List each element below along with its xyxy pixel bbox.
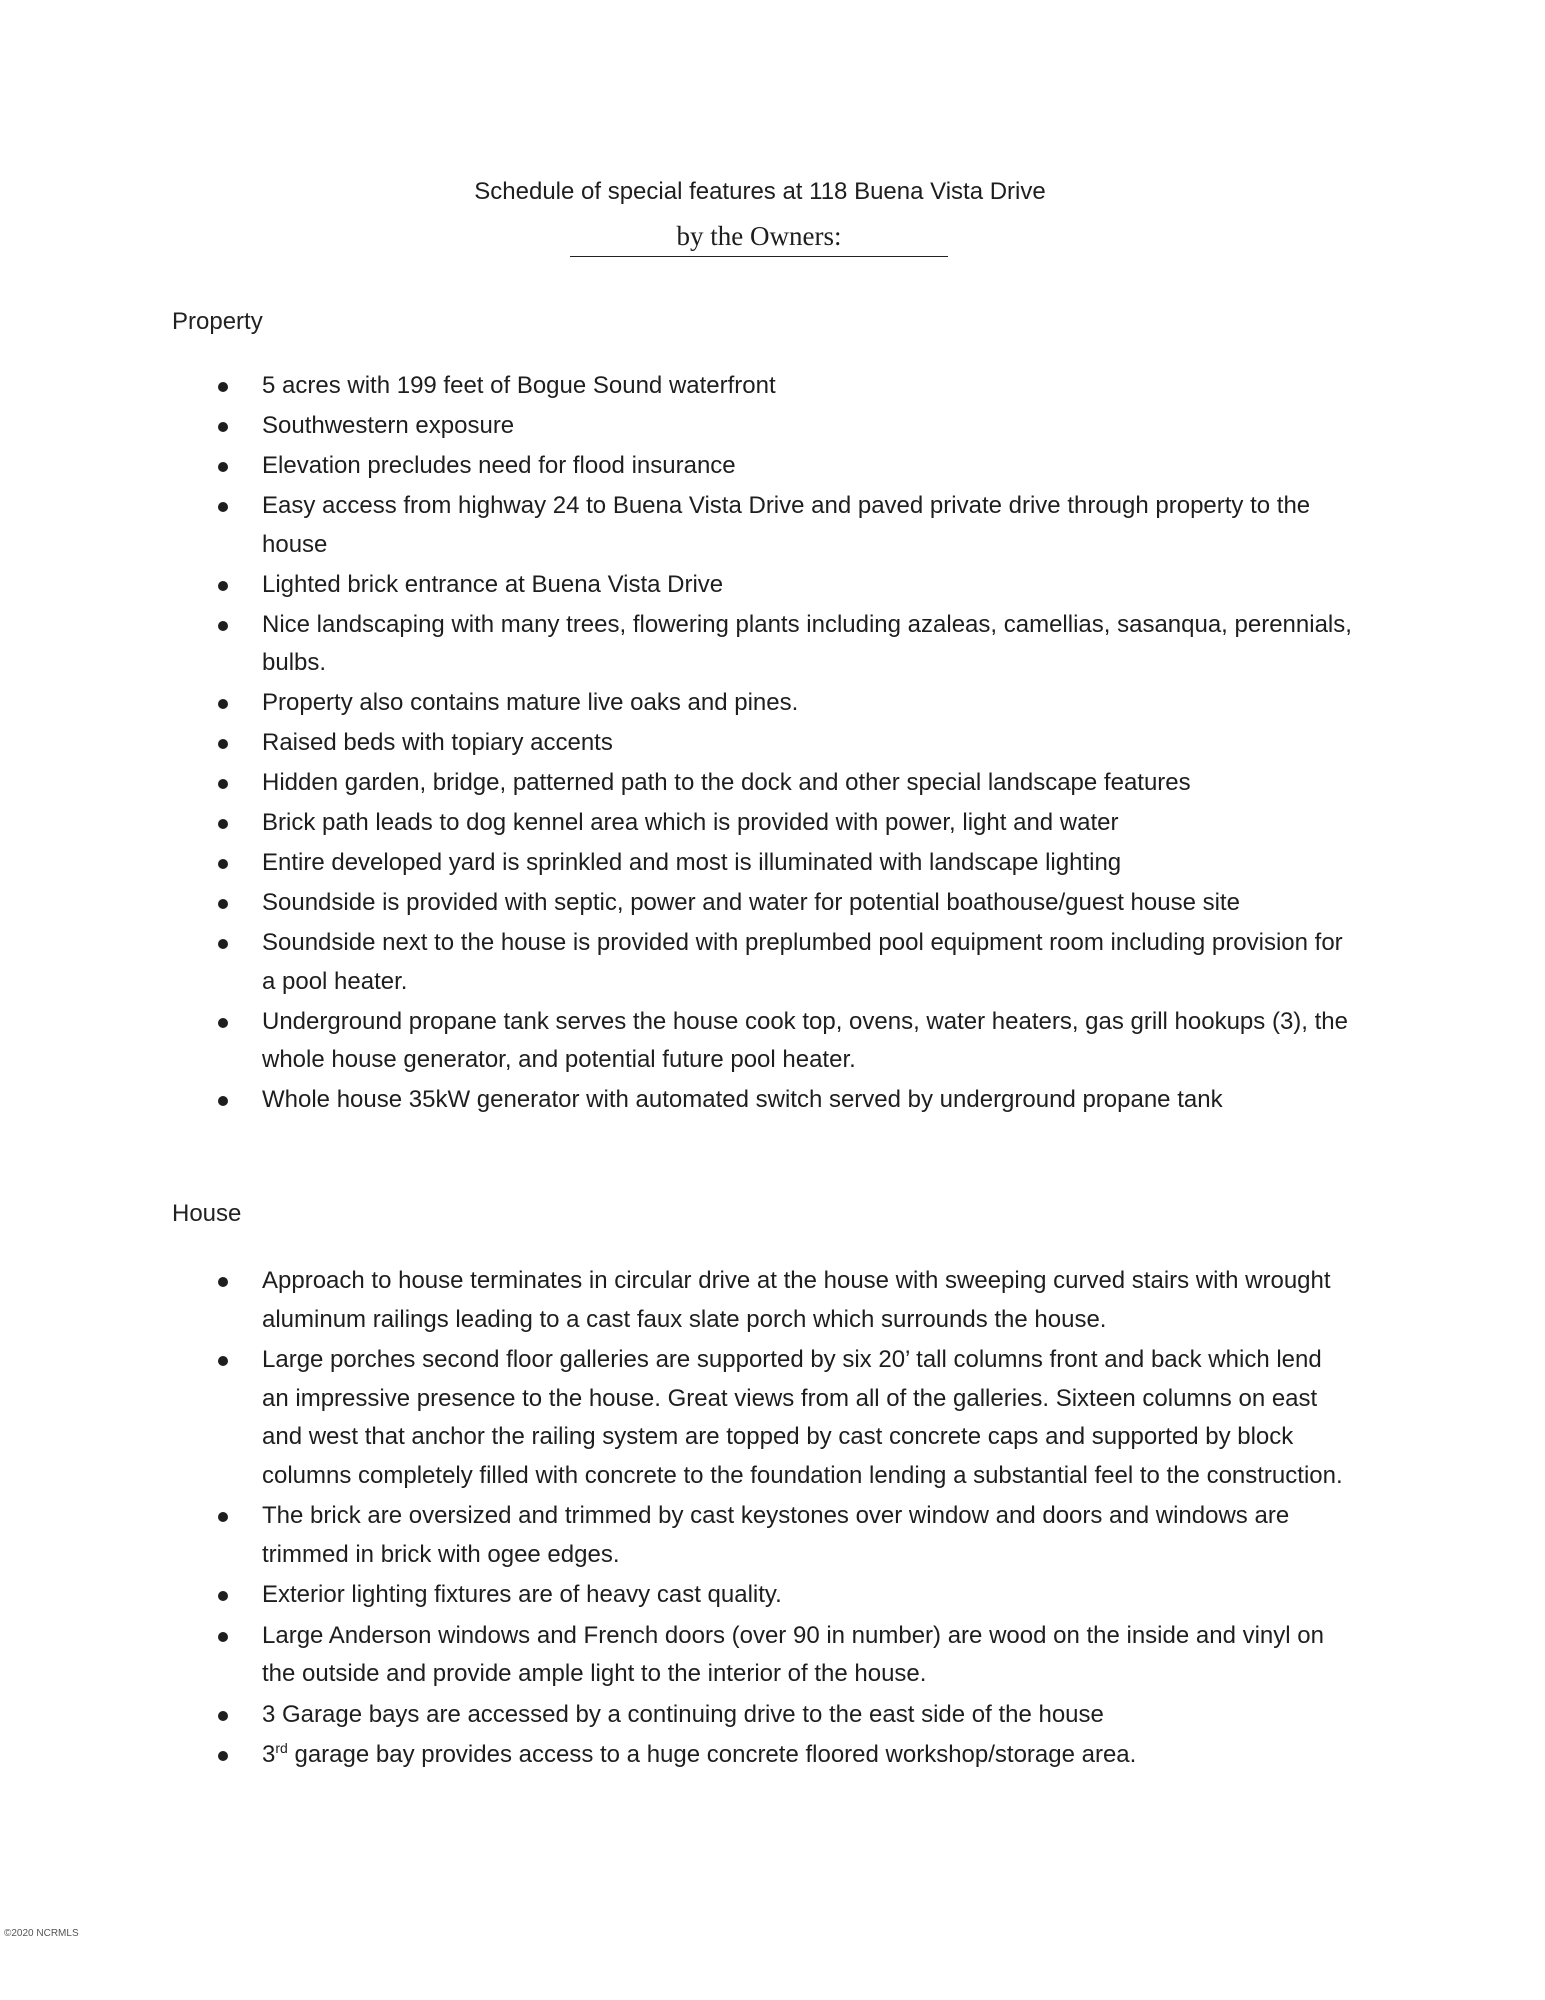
- list-item-text: Lighted brick entrance at Buena Vista Drive: [262, 570, 724, 598]
- bullet-icon: [218, 899, 228, 909]
- section-heading-house: House: [172, 1200, 242, 1227]
- bullet-icon: [218, 1096, 228, 1106]
- bullet-icon: [218, 1356, 228, 1366]
- list-item: [172, 844, 1352, 883]
- list-item: [172, 1081, 1352, 1120]
- list-item-text: garage bay provides access to a huge concrete floored workshop/storage area.: [287, 1741, 1137, 1768]
- list-item: [172, 1341, 1352, 1495]
- document-title: Schedule of special features at 118 Buena Vista Drive: [474, 178, 1046, 205]
- copyright-footer: ©2020 NCRMLS: [4, 1928, 79, 1939]
- list-item-text: Southwestern exposure: [262, 412, 515, 439]
- bullet-icon: [218, 819, 228, 829]
- list-item: [172, 1576, 1352, 1615]
- list-item: [172, 407, 1352, 446]
- list-item: [172, 447, 1352, 486]
- bullet-icon: [218, 502, 228, 512]
- bullet-icon: [218, 699, 228, 709]
- list-item-text: Brick path leads to dog kennel area which is provided with power, light and water: [262, 809, 1119, 836]
- list-item: [172, 684, 1352, 723]
- list-item: [172, 566, 1352, 605]
- list-item-text: Soundside next to the house is provided with preplumbed pool equipment room including provision for a pool heater.: [262, 929, 1343, 995]
- list-item: [172, 1003, 1352, 1080]
- list-item: [172, 606, 1352, 683]
- list-item: [172, 804, 1352, 843]
- list-item: [172, 764, 1352, 803]
- bullet-icon: [218, 859, 228, 869]
- list-item-text: Property also contains mature live oaks and pines.: [262, 689, 799, 716]
- list-item-text: Approach to house terminates in circular drive at the house with sweeping curved stairs with wrought aluminum railings leading to a cast faux slate porch which surrounds the house.: [262, 1267, 1331, 1333]
- bullet-icon: [218, 1591, 228, 1601]
- list-item-text: Raised beds with topiary accents: [262, 729, 613, 756]
- bullet-icon: [218, 1277, 228, 1287]
- list-item-text: 5 acres with 199 feet of Bogue Sound waterfront: [262, 372, 776, 399]
- list-item: [172, 1262, 1352, 1339]
- bullet-icon: [218, 422, 228, 432]
- list-item-text: Soundside is provided with septic, power and water for potential boathouse/guest house site: [262, 889, 1240, 916]
- list-item: [172, 487, 1352, 564]
- list-item-text: Whole house 35kW generator with automated switch served by underground propane tank: [262, 1086, 1223, 1113]
- document-subtitle: by the Owners:: [570, 220, 948, 257]
- bullet-icon: [218, 1632, 228, 1642]
- list-item-text: Nice landscaping with many trees, flowering plants including azaleas, camellias, sasanqua, perennials, bulbs.: [262, 610, 1352, 676]
- property-feature-list: [172, 367, 1352, 1121]
- list-item-text: The brick are oversized and trimmed by cast keystones over window and doors and windows are trimmed in brick with ogee edges.: [262, 1502, 1290, 1568]
- section-heading-property: Property: [172, 308, 263, 335]
- bullet-icon: [218, 462, 228, 472]
- list-item: [172, 1736, 1352, 1775]
- list-item: [172, 1696, 1352, 1735]
- list-item: [172, 1617, 1352, 1694]
- list-item-number: 3: [262, 1741, 276, 1768]
- bullet-icon: [218, 1018, 228, 1028]
- bullet-icon: [218, 739, 228, 749]
- bullet-icon: [218, 621, 228, 631]
- list-item: [172, 1497, 1352, 1574]
- list-item: [172, 924, 1352, 1001]
- list-item: [172, 884, 1352, 923]
- bullet-icon: [218, 1512, 228, 1522]
- list-item: [172, 367, 1352, 406]
- bullet-icon: [218, 939, 228, 949]
- list-item-text: Easy access from highway 24 to Buena Vista Drive and paved private drive through property to the house: [262, 492, 1311, 558]
- bullet-icon: [218, 382, 228, 392]
- bullet-icon: [218, 581, 228, 591]
- list-item-text: Entire developed yard is sprinkled and most is illuminated with landscape lighting: [262, 849, 1122, 876]
- list-item-text: 3 Garage bays are accessed by a continuing drive to the east side of the house: [262, 1700, 1104, 1728]
- ordinal-superscript: rd: [275, 1740, 288, 1756]
- list-item-text: Exterior lighting fixtures are of heavy cast quality.: [262, 1581, 782, 1608]
- list-item: [172, 724, 1352, 763]
- bullet-icon: [218, 1711, 228, 1721]
- list-item-text: Elevation precludes need for flood insurance: [262, 452, 736, 479]
- list-item-text: Hidden garden, bridge, patterned path to the dock and other special landscape features: [262, 769, 1191, 796]
- house-feature-list: [172, 1262, 1352, 1777]
- bullet-icon: [218, 1751, 228, 1761]
- bullet-icon: [218, 779, 228, 789]
- list-item-text: Large porches second floor galleries are supported by six 20’ tall columns front and back which lend an impressive presence to the house. Great views from all of the galleries. Sixteen columns on east and west that anchor the railing system are topped by cast concrete caps and supported by block columns completely filled with concrete to the foundation lending a substantial feel to the construction.: [262, 1346, 1343, 1489]
- list-item-text: Large Anderson windows and French doors (over 90 in number) are wood on the inside and vinyl on the outside and provide ample light to the interior of the house.: [262, 1621, 1324, 1687]
- list-item-text: Underground propane tank serves the house cook top, ovens, water heaters, gas grill hookups (3), the whole house generator, and potential future pool heater.: [262, 1007, 1348, 1073]
